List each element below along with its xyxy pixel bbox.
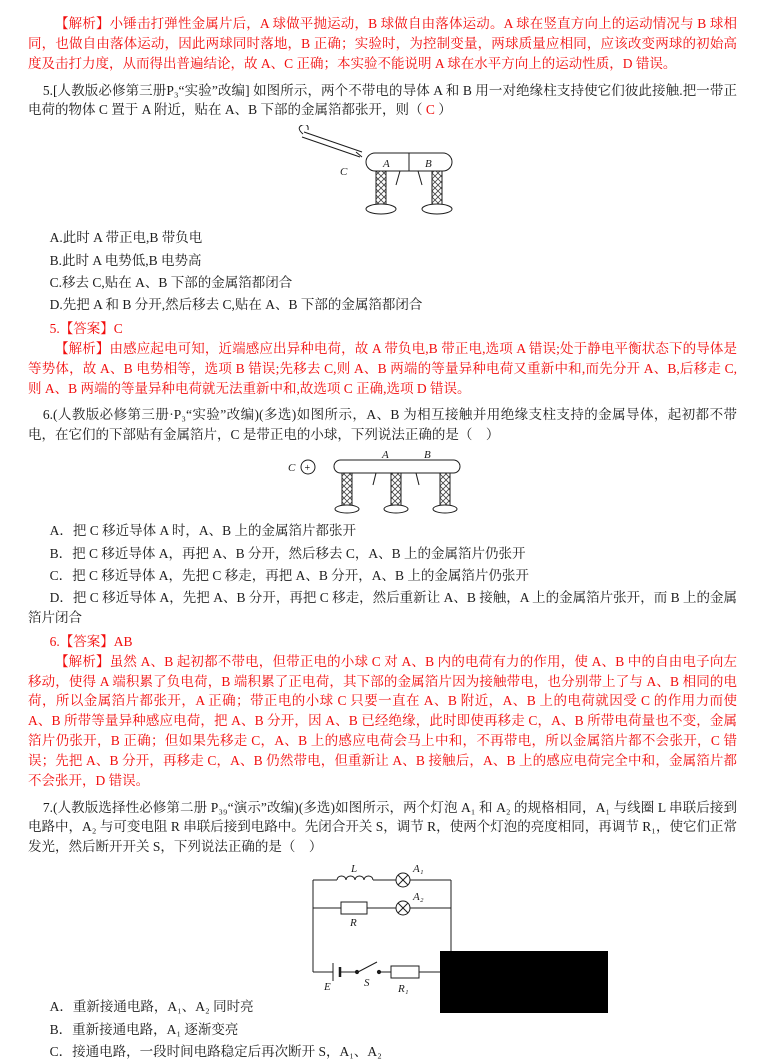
label-r: R [349, 917, 357, 930]
q6-option-c: C．把 C 移近导体 A，先把 C 移走，再把 A、B 分开，A、B 上的金属箔片仍张开 [49, 567, 529, 583]
q6-figure-svg [278, 450, 488, 518]
conductor-label-b: B [424, 158, 432, 171]
label-r1: R₁ [397, 983, 409, 995]
q7-option-c: C．接通电路，一段时间电路稳定后再次断开 S，A₁、A₂ [49, 1043, 382, 1059]
bulb-a2 [396, 901, 410, 915]
label-s: S [363, 977, 369, 990]
q6-option-d: D．把 C 移近导体 A，先把 A、B 分开，再把 C 移走，然后重新让 A、B 接触，A 上的金属箔片张开，而 B 上的金属箔片闭合 [28, 590, 737, 626]
q5-option-a: A.此时 A 带正电,B 带负电 [49, 230, 203, 246]
q5-figure [28, 125, 737, 225]
q5-option-c: C.移去 C,贴在 A、B 下部的金属箔都闭合 [49, 274, 293, 290]
label-e: E [323, 981, 331, 994]
redaction-box [440, 951, 608, 1013]
q7-option-b: B．重新接通电路，A₁ 逐渐变亮 [49, 1021, 239, 1037]
q7-stem: 7.(人教版选择性必修第二册 P₃₉“演示”改编)(多选)如图所示，两个灯泡 A₁ 和 A₂ 的规格相同，A₁ 与线圈 L 串联后接到电路中，A₂ 与可变电阻 R 串联后接到电路中。先闭合开关 S，调节 R，使两个灯泡的亮度相同，再调节 R₁，使它们正常发光，然后断开开关 S，下列说法正确的是（ ） [28, 799, 737, 855]
charged-rod [299, 125, 362, 157]
q5-figure-svg [288, 125, 478, 225]
q6-figure [28, 450, 737, 518]
battery [333, 963, 340, 981]
conductor-pair [366, 153, 452, 171]
q5-stem-text: 5.[人教版必修第三册P₃“实验”改编] 如图所示，两个不带电的导体 A 和 B 用一对绝缘柱支持使它们彼此接触.把一带正电荷的物体 C 置于 A 附近，贴在 A、B 下部的金属箔都张开，则（ [28, 82, 737, 118]
q5-option-d: D.先把 A 和 B 分开,然后移去 C,贴在 A、B 下部的金属箔都闭合 [49, 297, 423, 313]
label-a1: A₁ [412, 863, 424, 876]
q6-option-a: A．把 C 移近导体 A 时，A、B 上的金属箔片都张开 [49, 523, 356, 539]
foil-strips [396, 171, 422, 185]
insulating-stands [366, 171, 452, 214]
q7-option-a: A．重新接通电路，A₁、A₂ 同时亮 [49, 999, 254, 1015]
q6-analysis: 【解析】虽然 A、B 起初都不带电，但带正电的小球 C 对 A、B 内的电荷有力的作用，使 A、B 中的自由电子向左移动，使得 A 端积累了负电荷，B 端积累了正电荷，其下部的金属箔片因为接触带电，也分别带上了与 A、B 相同的电荷，所以金属箔片都张开，A 正确；带正电的小球 C 只要一直在 A、B 附近，A、B 上的电荷就因受 C 的作用力而使 A、B 所带等量异种感应电荷，把 A、B 分开，因 A、B 已经绝缘，此时即使再移走 C，A、B 所带电荷量也不变，金属箔片仍张开，B 正确；但如果先移走 C，A、B 上的感应电荷会马上中和，不再带电，所以金属箔片都不会张开，C 错误；先把 A、B 分开，再移走 C，A、B 仍然带电，但重新让 A、B 接触后，A、B 上的感应电荷完全中和，金属箔片都不会张开，D 错误。 [28, 653, 737, 788]
label-l: L [350, 863, 357, 876]
q5-answer: 5.【答案】C [49, 321, 123, 337]
insulating-columns [335, 473, 457, 513]
q5-stem-close: ） [434, 102, 452, 118]
q6-answer: 6.【答案】AB [49, 633, 133, 649]
switch [355, 962, 380, 974]
plus-sign: + [304, 463, 310, 475]
q7-figure [28, 862, 737, 994]
q4-analysis-paragraph: 【解析】小锤击打弹性金属片后，A 球做平抛运动，B 球做自由落体运动。A 球在竖直方向上的运动情况与 B 球相同，也做自由落体运动，因此两球同时落地，B 正确；实验时，为控制变量，两球质量应相同，应该改变两球的初始高度及击打力度，从而得出普遍结论，故 A、C 正确；本实验不能说明 A 球在水平方向上的运动性质，D 错误。 [28, 16, 737, 71]
q5-option-b: B.此时 A 电势低,B 电势高 [49, 252, 202, 268]
bar-label-b: B [423, 450, 431, 462]
q5-stem [28, 81, 737, 121]
rheostat-r1 [391, 966, 419, 978]
q5-inline-answer: C [425, 102, 435, 118]
conductor-bar [334, 450, 460, 473]
bulb-a1 [396, 873, 410, 887]
circuit-wires [313, 876, 451, 972]
q6-option-b: B．把 C 移近导体 A，再把 A、B 分开，然后移去 C，A、B 上的金属箔片仍张开 [49, 545, 526, 561]
rod-label-c: C [339, 166, 347, 179]
resistor-r [341, 902, 367, 914]
q5-analysis: 【解析】由感应起电可知，近端感应出异种电荷，故 A 带负电,B 带正电,选项 A 错误;处于静电平衡状态下的导体是等势体，故 A、B 电势相等，选项 B 错误;先移去 C,则 A、B 两端的等量异种电荷又重新中和,而先分开 A、B,后移走 C,则 A、B 两端的等量异种电荷就无法重新中和,故选项 C 正确,选项 D 错误。 [28, 340, 737, 396]
conductor-label-a: A [382, 158, 390, 171]
ball-label-c: C [287, 462, 295, 475]
bar-label-a: A [381, 450, 389, 462]
charged-ball [301, 460, 315, 474]
q6-stem: 6.(人教版必修第三册·P₃“实验”改编)(多选)如图所示，A、B 为相互接触并用绝缘支柱支持的金属导体，起初都不带电，在它们的下部贴有金属箔片，C 是带正电的小球，下列说法正确的是（ ） [28, 407, 737, 443]
label-a2: A₂ [412, 891, 424, 904]
